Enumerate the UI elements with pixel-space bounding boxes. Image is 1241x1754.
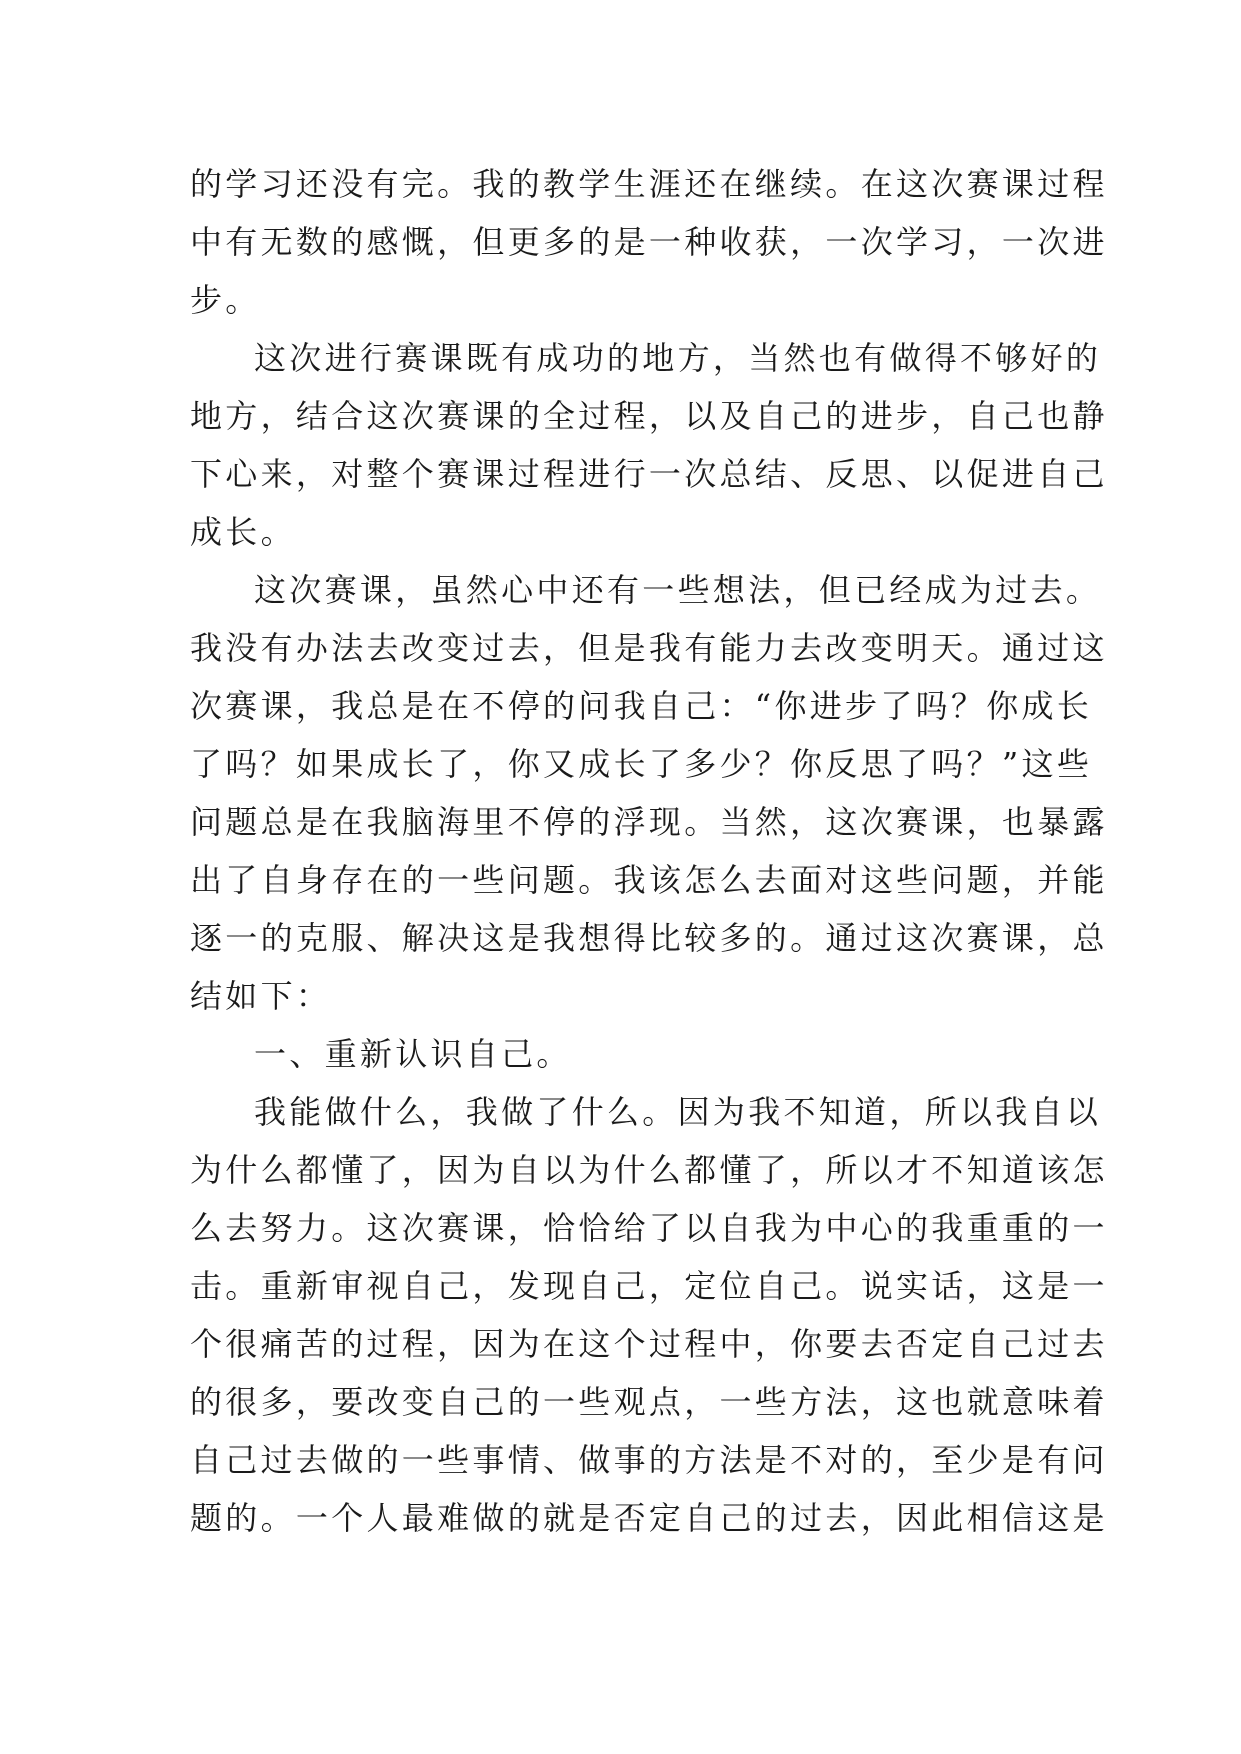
section-heading: 一、重新认识自己。	[254, 1035, 572, 1073]
text-line: 问题总是在我脑海里不停的浮现。当然，这次赛课，也暴露	[190, 803, 1108, 841]
text-line: 个很痛苦的过程，因为在这个过程中，你要去否定自己过去	[190, 1325, 1108, 1363]
paragraph-start-line: 这次赛课，虽然心中还有一些想法，但已经成为过去。	[254, 571, 1102, 609]
paragraph-start-line: 我能做什么，我做了什么。因为我不知道，所以我自以	[254, 1093, 1102, 1131]
text-line: 自己过去做的一些事情、做事的方法是不对的，至少是有问	[190, 1441, 1108, 1479]
text-line: 次赛课，我总是在不停的问我自己：“你进步了吗？你成长	[190, 687, 1093, 725]
text-line: 下心来，对整个赛课过程进行一次总结、反思、以促进自己	[190, 455, 1108, 493]
text-line: 地方，结合这次赛课的全过程，以及自己的进步，自己也静	[190, 397, 1108, 435]
paragraph-start-line: 这次进行赛课既有成功的地方，当然也有做得不够好的	[254, 339, 1102, 377]
text-line: 结如下：	[190, 977, 332, 1015]
text-line: 步。	[190, 281, 261, 319]
text-line: 了吗？如果成长了，你又成长了多少？你反思了吗？”这些	[190, 745, 1093, 783]
text-line: 么去努力。这次赛课，恰恰给了以自我为中心的我重重的一	[190, 1209, 1108, 1247]
body-text	[190, 155, 1108, 1547]
text-line: 中有无数的感慨，但更多的是一种收获，一次学习，一次进	[190, 223, 1108, 261]
text-line: 出了自身存在的一些问题。我该怎么去面对这些问题，并能	[190, 861, 1108, 899]
text-line: 击。重新审视自己，发现自己，定位自己。说实话，这是一	[190, 1267, 1108, 1305]
text-line: 成长。	[190, 513, 296, 551]
text-line: 的学习还没有完。我的教学生涯还在继续。在这次赛课过程	[190, 165, 1108, 203]
text-line: 为什么都懂了，因为自以为什么都懂了，所以才不知道该怎	[190, 1151, 1108, 1189]
text-line: 我没有办法去改变过去，但是我有能力去改变明天。通过这	[190, 629, 1108, 667]
text-line: 的很多，要改变自己的一些观点，一些方法，这也就意味着	[190, 1383, 1108, 1421]
text-line: 逐一的克服、解决这是我想得比较多的。通过这次赛课，总	[190, 919, 1108, 957]
text-line: 题的。一个人最难做的就是否定自己的过去，因此相信这是	[190, 1499, 1108, 1537]
